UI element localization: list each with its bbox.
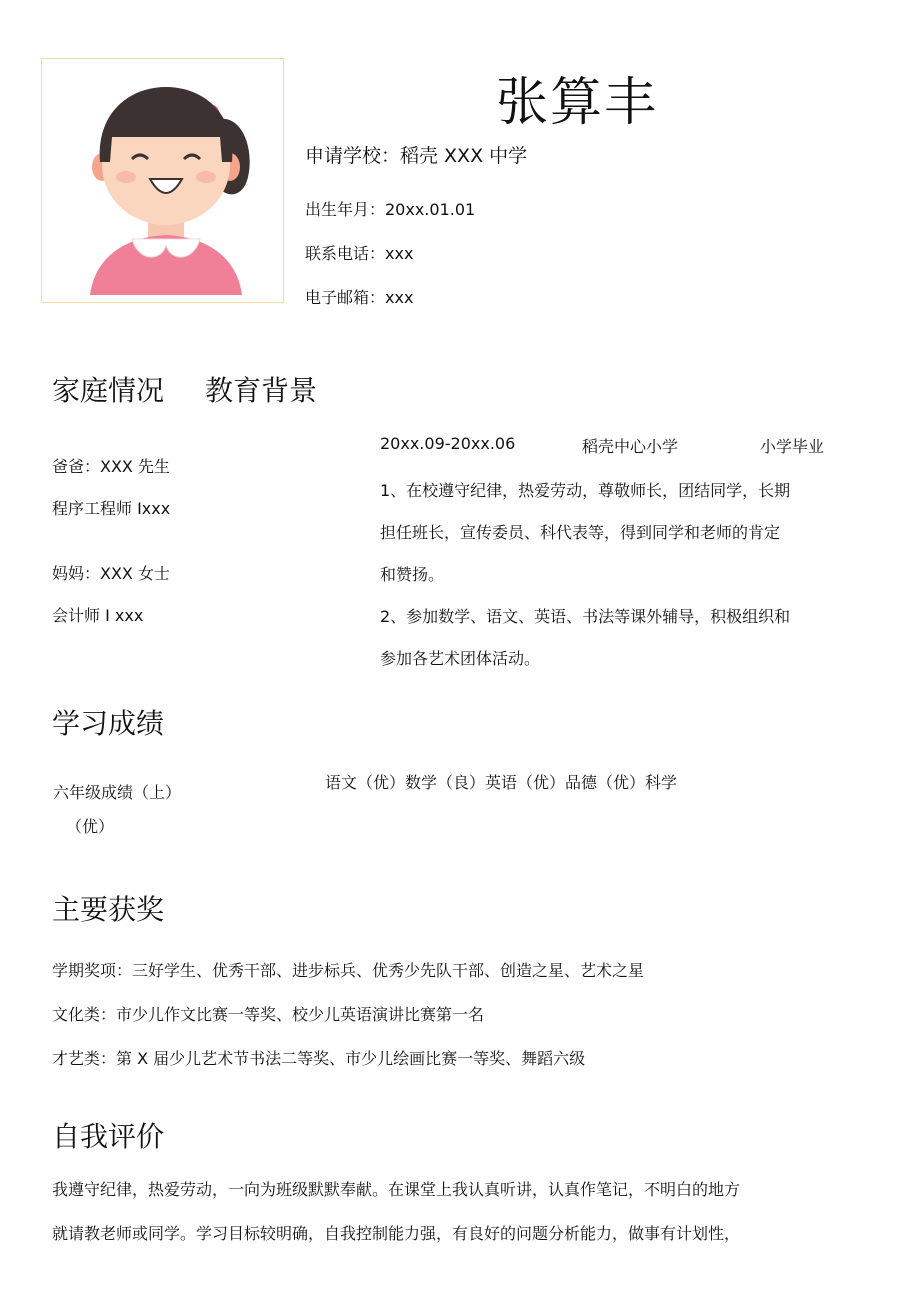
grade-subjects: 语文（优）数学（良）英语（优）品德（优）科学 [325,773,678,792]
edu-period: 20xx.09-20xx.06 [380,434,516,453]
girl-avatar-icon [50,67,276,295]
self-eval-line: 就请教老师或同学。学习目标较明确，自我控制能力强，有良好的问题分析能力，做事有计划性， [52,1224,741,1243]
edu-degree: 小学毕业 [760,437,825,456]
grades-section-title: 学习成绩 [52,707,165,740]
mother-name: 妈妈：XXX 女士 [52,564,170,583]
award-item: 学期奖项：三好学生、优秀干部、进步标兵、优秀少先队干部、创造之星、艺术之星 [52,961,645,980]
education-section-title: 教育背景 [205,374,318,407]
edu-desc-line: 2、参加数学、语文、英语、书法等课外辅导，积极组织和 [380,607,791,626]
edu-description [380,470,860,680]
grade-label-cont: （优） [66,817,115,836]
grade-label: 六年级成绩（上） [53,783,182,802]
award-item: 才艺类：第 X 届少儿艺术节书法二等奖、市少儿绘画比赛一等奖、舞蹈六级 [52,1049,586,1068]
self-eval-section-title: 自我评价 [52,1120,165,1153]
awards-section-title: 主要获奖 [52,893,165,926]
edu-school: 稻壳中心小学 [582,437,679,456]
self-eval-line: 我遵守纪律，热爱劳动，一向为班级默默奉献。在课堂上我认真听讲，认真作笔记，不明白的地方 [52,1180,741,1199]
applicant-name: 张算丰 [496,73,659,133]
birth-date: 出生年月：20xx.01.01 [305,200,476,219]
edu-desc-line: 和赞扬。 [380,565,445,584]
mother-job: 会计师 I xxx [52,606,144,625]
edu-desc-line: 参加各艺术团体活动。 [380,649,541,668]
email: 电子邮箱：xxx [305,288,414,307]
edu-desc-line: 担任班长，宣传委员、科代表等，得到同学和老师的肯定 [380,523,781,542]
phone: 联系电话：xxx [305,244,414,263]
father-name: 爸爸：XXX 先生 [52,457,170,476]
self-eval-text [52,1168,862,1256]
apply-school: 申请学校：稻壳 XXX 中学 [305,145,528,167]
profile-photo [41,58,284,303]
father-job: 程序工程师 Ixxx [52,499,171,518]
edu-desc-line: 1、在校遵守纪律，热爱劳动，尊敬师长，团结同学，长期 [380,481,791,500]
award-item: 文化类：市少儿作文比赛一等奖、校少儿英语演讲比赛第一名 [52,1005,485,1024]
family-section-title: 家庭情况 [52,374,165,407]
